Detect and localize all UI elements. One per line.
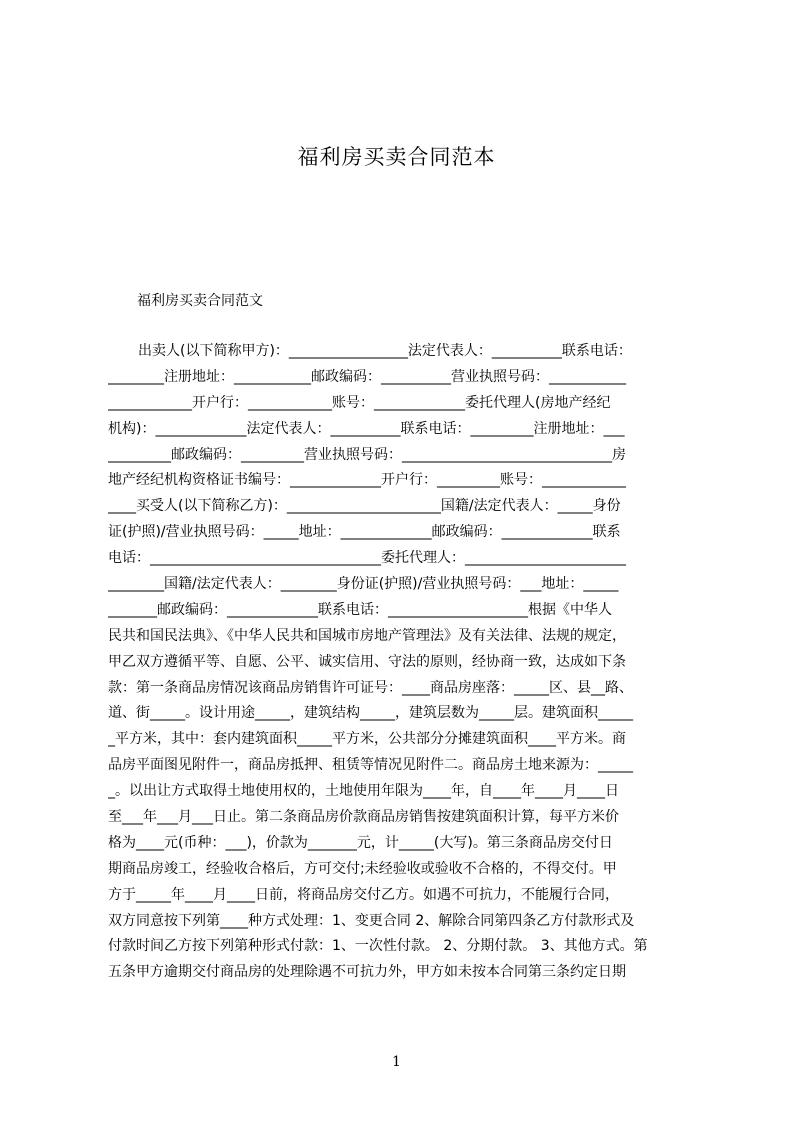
body-line: ____________开户行：____________账号：_____________委托代理人(房地产经纪 <box>108 394 611 411</box>
body-line: 双方同意按下列第____种方式处理：1、变更合同 2、解除合同第四条乙方付款形式及 <box>108 912 635 929</box>
body-line: 至___年___月___日止。第二条商品房价款商品房销售按建筑面积计算，每平方米价 <box>108 809 619 826</box>
body-line: ________国籍/法定代表人：________身份证(护照)/营业执照号码：___地址：_____ <box>108 576 619 593</box>
body-line: 期商品房竣工，经验收合格后，方可交付;未经验收或验收不合格的，不得交付。甲 <box>108 860 617 877</box>
body-line: ____买受人(以下简称乙方)：______________________国籍/法定代表人：_____身份 <box>108 498 621 515</box>
page-number: 1 <box>392 1054 401 1070</box>
body-line: 电话：_________________________________委托代理人：_______________________ <box>108 550 626 567</box>
body-line: _________邮政编码：_________营业执照号码：______________________________房 <box>108 446 626 463</box>
body-line: 付款时间乙方按下列第种形式付款：1、一次性付款。 2、分期付款。 3、其他方式。第 <box>108 938 648 955</box>
body-line: 民共和国民法典》、《中华人民共和国城市房地产管理法》及有关法律、法规的规定， <box>108 627 626 644</box>
body-line: _______邮政编码：_____________联系电话：____________________根据《中华人 <box>108 601 612 618</box>
document-subtitle: 福利房买卖合同范文 <box>137 293 263 309</box>
body-line: 款：第一条商品房情况该商品房销售许可证号：____商品房座落：_____区、县__路、 <box>108 679 633 696</box>
contract-body <box>108 339 698 986</box>
body-line: _平方米，其中：套内建筑面积_____平方米，公共部分分摊建筑面积____平方米。商 <box>108 731 626 748</box>
body-line: 证(护照)/营业执照号码：_____地址：_____________邮政编码：_____________联系 <box>108 524 621 541</box>
body-line: 出卖人(以下简称甲方)：_________________法定代表人：__________联系电话： <box>138 343 632 359</box>
document-title: 福利房买卖合同范本 <box>297 145 496 169</box>
body-line: 甲乙双方遵循平等、自愿、公平、诚实信用、守法的原则，经协商一致，达成如下条 <box>108 653 626 670</box>
body-line: 品房平面图见附件一，商品房抵押、租赁等情况见附件二。商品房土地来源为：_____ <box>108 757 633 774</box>
body-line: 地产经纪机构资格证书编号：_____________开户行：_________账号：____________ <box>108 472 626 489</box>
body-line: 方于_____年____月____日前，将商品房交付乙方。如遇不可抗力，不能履行合同， <box>108 886 619 903</box>
body-line: 机构)：_____________法定代表人：__________联系电话：_________注册地址：___ <box>108 420 625 437</box>
body-line: 道、街_____。设计用途_____，建筑结构_____，建筑层数为_____层。建筑面积_____ <box>108 705 633 722</box>
body-line: 格为____元(币种：___)，价款为_______元，计_____(大写)。第三条商品房交付日 <box>108 834 613 851</box>
body-line: ________注册地址：___________邮政编码：__________营业执照号码：___________ <box>108 368 626 385</box>
body-line: _。以出让方式取得土地使用权的，土地使用年限为____年，自____年____月____日 <box>108 783 619 800</box>
body-line: 五条甲方逾期交付商品房的处理除遇不可抗力外，甲方如未按本合同第三条约定日期 <box>108 964 626 981</box>
